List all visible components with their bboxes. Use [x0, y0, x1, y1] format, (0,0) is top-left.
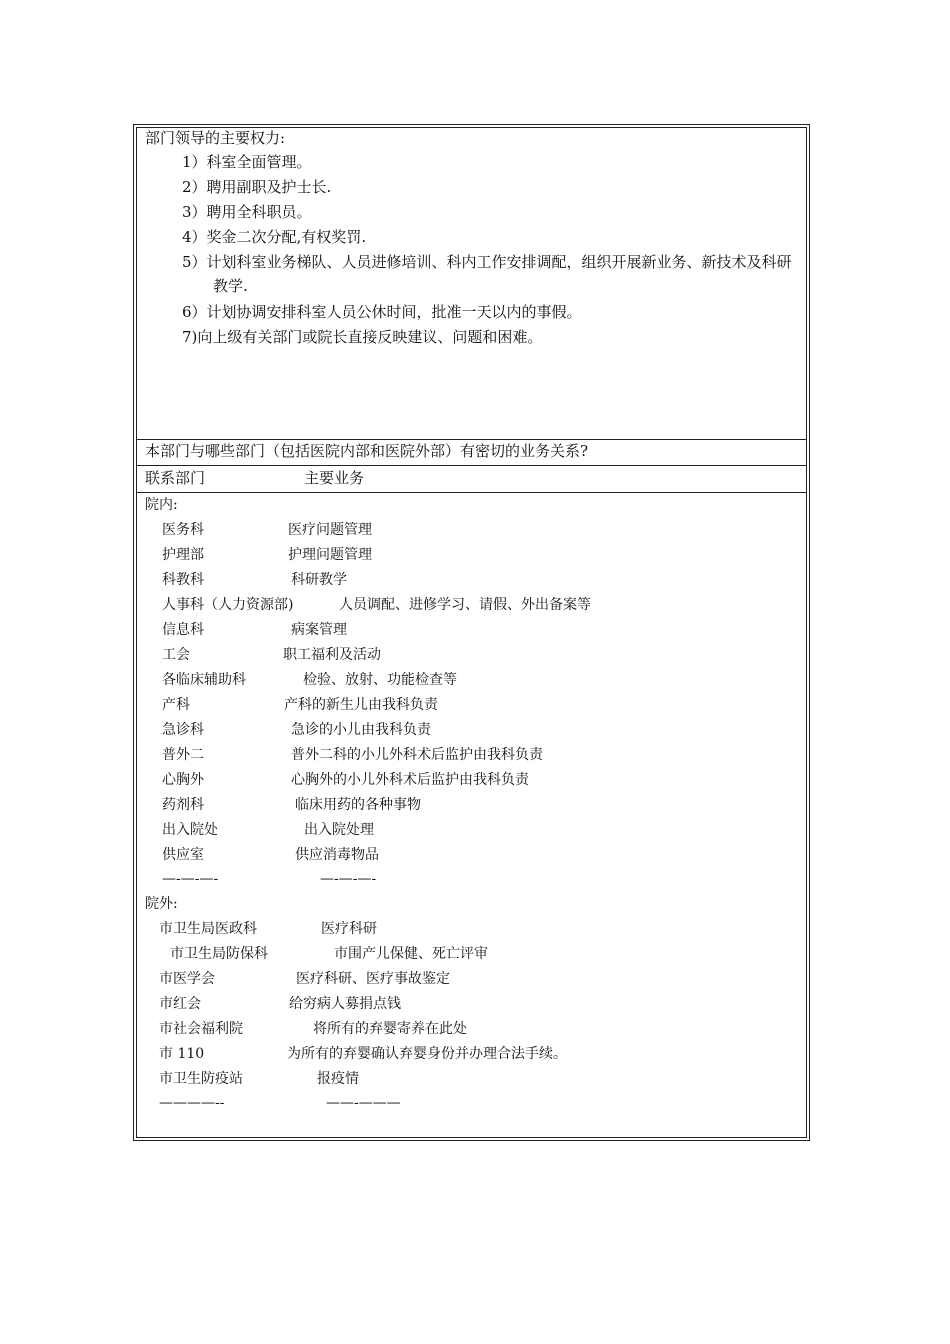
external-dept: 市卫生防疫站 — [159, 1071, 243, 1087]
external-business: 市围产儿保健、死亡评审 — [334, 946, 488, 962]
divider-powers — [137, 439, 806, 440]
internal-business: 普外二科的小儿外科术后监护由我科负责 — [291, 747, 543, 763]
internal-dept: 供应室 — [162, 847, 204, 863]
internal-business: 心胸外的小儿外科术后监护由我科负责 — [291, 772, 529, 788]
external-dept: 市卫生局医政科 — [159, 921, 257, 937]
internal-dept: —-—-—- — [162, 871, 219, 887]
internal-business: 护理问题管理 — [288, 547, 372, 563]
external-business: ——-——— — [326, 1095, 401, 1111]
internal-business: 临床用药的各种事物 — [295, 797, 421, 813]
external-label: 院外: — [145, 896, 178, 912]
power-item-1: 1）科室全面管理。 — [182, 153, 312, 171]
internal-business: 急诊的小儿由我科负责 — [291, 722, 431, 738]
internal-dept: 工会 — [162, 647, 190, 663]
power-item-3: 3）聘用全科职员。 — [182, 203, 312, 221]
internal-business: 职工福利及活动 — [283, 647, 381, 663]
internal-business: 供应消毒物品 — [295, 847, 379, 863]
relations-question: 本部门与哪些部门（包括医院内部和医院外部）有密切的业务关系? — [145, 442, 589, 460]
internal-business: 出入院处理 — [304, 822, 374, 838]
internal-dept: 急诊科 — [162, 722, 204, 738]
external-dept: 市卫生局防保科 — [170, 946, 268, 962]
column-header-business: 主要业务 — [304, 469, 365, 487]
divider-question — [137, 465, 806, 466]
external-dept: 市 110 — [159, 1046, 205, 1062]
internal-dept: 出入院处 — [162, 822, 218, 838]
power-item-5: 5）计划科室业务梯队、人员进修培训、科内工作安排调配，组织开展新业务、新技术及科研教学. — [182, 253, 792, 295]
external-business: 医疗科研、医疗事故鉴定 — [296, 971, 450, 987]
internal-dept: 产科 — [162, 697, 190, 713]
external-dept: 市社会福利院 — [159, 1021, 243, 1037]
external-dept: 市医学会 — [159, 971, 215, 987]
internal-dept: 科教科 — [162, 572, 204, 588]
internal-dept: 普外二 — [162, 747, 204, 763]
external-business: 为所有的弃婴确认弃婴身份并办理合法手续。 — [287, 1046, 567, 1062]
power-item-7: 7)向上级有关部门或院长直接反映建议、问题和困难。 — [182, 328, 543, 346]
internal-dept: 人事科（人力资源部) — [162, 597, 294, 613]
power-item-2: 2）聘用副职及护士长. — [182, 178, 332, 196]
external-business: 给穷病人募捐点钱 — [289, 996, 401, 1012]
external-business: 将所有的弃婴寄养在此处 — [313, 1021, 467, 1037]
internal-dept: 医务科 — [162, 522, 204, 538]
internal-business: 科研教学 — [291, 572, 347, 588]
internal-business: 病案管理 — [291, 622, 347, 638]
internal-business: —-—-—- — [320, 871, 377, 887]
power-item-6: 6）计划协调安排科室人员公休时间，批准一天以内的事假。 — [182, 303, 582, 321]
internal-dept: 药剂科 — [162, 797, 204, 813]
internal-business: 医疗问题管理 — [288, 522, 372, 538]
external-business: 报疫情 — [317, 1071, 359, 1087]
powers-title: 部门领导的主要权力: — [145, 129, 286, 147]
power-item-4: 4）奖金二次分配,有权奖罚. — [182, 228, 367, 246]
internal-dept: 信息科 — [162, 622, 204, 638]
divider-header — [137, 492, 806, 493]
internal-dept: 心胸外 — [162, 772, 204, 788]
internal-label: 院内: — [145, 497, 178, 513]
internal-business: 检验、放射、功能检查等 — [303, 672, 457, 688]
external-business: 医疗科研 — [321, 921, 377, 937]
internal-dept: 护理部 — [162, 547, 204, 563]
external-dept: ————-- — [159, 1095, 225, 1111]
internal-business: 人员调配、进修学习、请假、外出备案等 — [339, 597, 591, 613]
column-header-dept: 联系部门 — [145, 469, 206, 487]
internal-dept: 各临床辅助科 — [162, 672, 246, 688]
external-dept: 市红会 — [159, 996, 201, 1012]
internal-business: 产科的新生儿由我科负责 — [284, 697, 438, 713]
